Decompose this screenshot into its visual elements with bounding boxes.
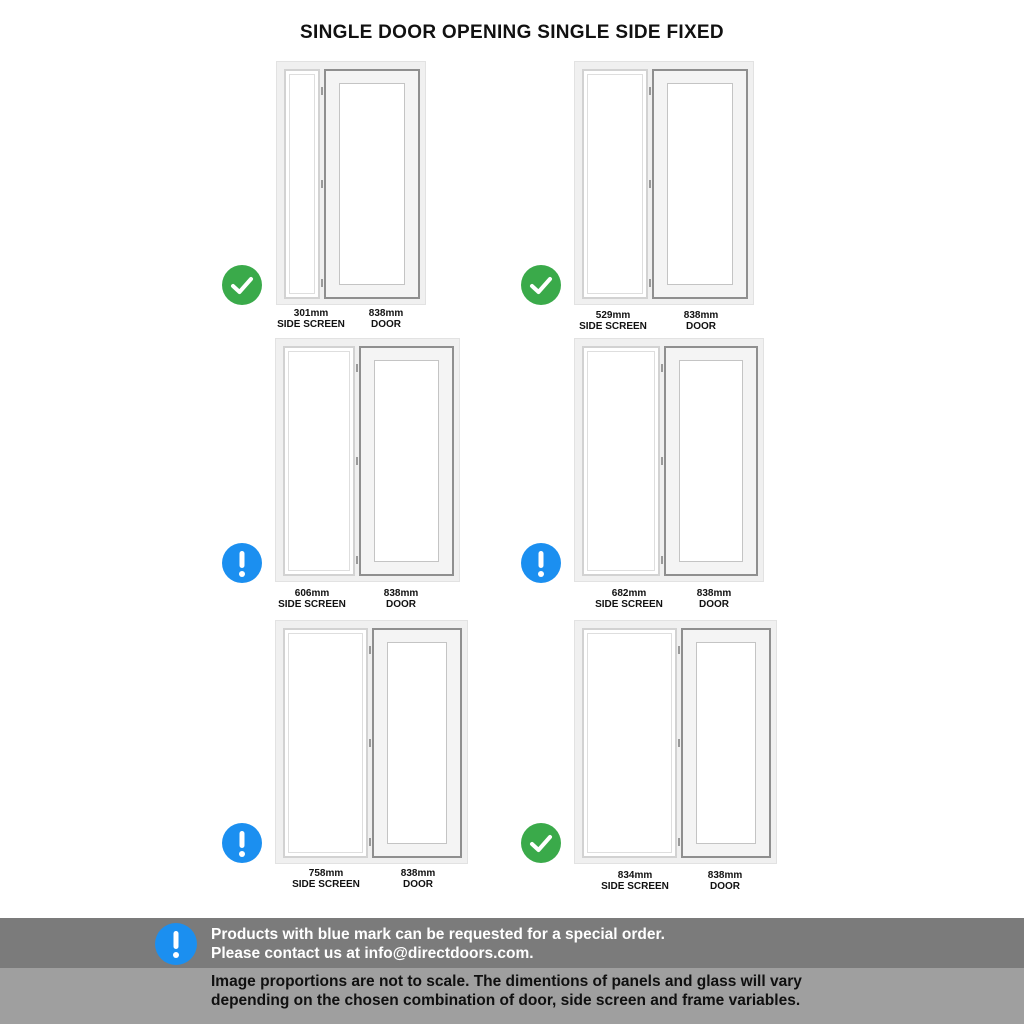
door-glass <box>667 83 733 285</box>
door-label-width: 838mm <box>383 588 419 599</box>
door-label <box>669 588 759 610</box>
hinge <box>369 739 371 747</box>
disclaimer-line-2: depending on the chosen combination of door, side screen and frame variables. <box>211 992 801 1009</box>
side-screen-label <box>584 588 674 610</box>
hinge <box>649 87 651 95</box>
check-icon <box>521 823 561 863</box>
door-glass <box>387 642 447 844</box>
info-icon <box>155 923 197 965</box>
side-screen-glass <box>289 74 315 294</box>
scale-disclaimer <box>211 972 802 1010</box>
hinge <box>321 180 323 188</box>
check-icon <box>521 265 561 305</box>
door-frame <box>574 61 754 305</box>
hinge <box>661 556 663 564</box>
side-screen-glass <box>587 74 643 294</box>
hinge <box>321 87 323 95</box>
side-screen-label-text: SIDE SCREEN <box>277 319 345 330</box>
side-screen-label-text: SIDE SCREEN <box>292 879 360 890</box>
hinge <box>356 457 358 465</box>
door-label <box>341 308 431 330</box>
notice-line-1: Products with blue mark can be requested for a special order. <box>211 926 665 943</box>
hinge <box>649 279 651 287</box>
door-panel <box>372 628 462 858</box>
notice-line-2: Please contact us at info@directdoors.com. <box>211 945 534 962</box>
door-frame <box>574 338 764 582</box>
side-screen-label <box>281 868 371 890</box>
door-label <box>656 310 746 332</box>
side-screen-label <box>568 310 658 332</box>
door-frame <box>275 338 460 582</box>
door-panel <box>359 346 454 576</box>
door-label-text: DOOR <box>710 881 740 892</box>
side-screen-label-text: SIDE SCREEN <box>278 599 346 610</box>
side-screen-glass <box>587 633 672 853</box>
hinge <box>321 279 323 287</box>
side-screen-panel <box>582 628 677 858</box>
info-icon <box>222 543 262 583</box>
side-screen-panel <box>283 628 368 858</box>
side-screen-label <box>590 870 680 892</box>
door-label <box>680 870 770 892</box>
side-screen-label-text: SIDE SCREEN <box>595 599 663 610</box>
hinge <box>356 364 358 372</box>
door-label <box>356 588 446 610</box>
special-order-notice <box>211 925 665 963</box>
door-panel <box>652 69 748 299</box>
info-icon <box>521 543 561 583</box>
check-icon <box>222 265 262 305</box>
side-screen-panel <box>582 69 648 299</box>
side-screen-panel <box>582 346 660 576</box>
door-label-width: 838mm <box>696 588 732 599</box>
side-screen-label-width: 529mm <box>595 310 631 321</box>
side-screen-glass <box>587 351 655 571</box>
door-label-width: 838mm <box>707 870 743 881</box>
door-glass <box>679 360 743 562</box>
side-screen-panel <box>283 346 355 576</box>
door-label-width: 838mm <box>400 868 436 879</box>
info-icon <box>222 823 262 863</box>
door-panel <box>324 69 420 299</box>
door-label-width: 838mm <box>368 308 404 319</box>
door-glass <box>696 642 756 844</box>
side-screen-label-width: 682mm <box>611 588 647 599</box>
door-label-width: 838mm <box>683 310 719 321</box>
hinge <box>678 838 680 846</box>
hinge <box>369 838 371 846</box>
door-frame <box>276 61 426 305</box>
door-label-text: DOOR <box>386 599 416 610</box>
door-label-text: DOOR <box>686 321 716 332</box>
side-screen-glass <box>288 633 363 853</box>
side-screen-label <box>267 588 357 610</box>
door-label-text: DOOR <box>403 879 433 890</box>
page-title: SINGLE DOOR OPENING SINGLE SIDE FIXED <box>300 22 724 43</box>
hinge <box>661 457 663 465</box>
side-screen-panel <box>284 69 320 299</box>
door-frame <box>275 620 468 864</box>
side-screen-glass <box>288 351 350 571</box>
door-glass <box>374 360 439 562</box>
side-screen-label-width: 606mm <box>294 588 330 599</box>
hinge <box>678 646 680 654</box>
hinge <box>661 364 663 372</box>
hinge <box>678 739 680 747</box>
hinge <box>369 646 371 654</box>
door-glass <box>339 83 405 285</box>
side-screen-label-text: SIDE SCREEN <box>601 881 669 892</box>
side-screen-label-text: SIDE SCREEN <box>579 321 647 332</box>
door-label-text: DOOR <box>699 599 729 610</box>
hinge <box>649 180 651 188</box>
side-screen-label-width: 758mm <box>308 868 344 879</box>
door-frame <box>574 620 777 864</box>
disclaimer-line-1: Image proportions are not to scale. The dimentions of panels and glass will vary <box>211 973 802 990</box>
door-panel <box>664 346 758 576</box>
side-screen-label-width: 834mm <box>617 870 653 881</box>
door-panel <box>681 628 771 858</box>
door-label <box>373 868 463 890</box>
side-screen-label-width: 301mm <box>293 308 329 319</box>
door-label-text: DOOR <box>371 319 401 330</box>
hinge <box>356 556 358 564</box>
